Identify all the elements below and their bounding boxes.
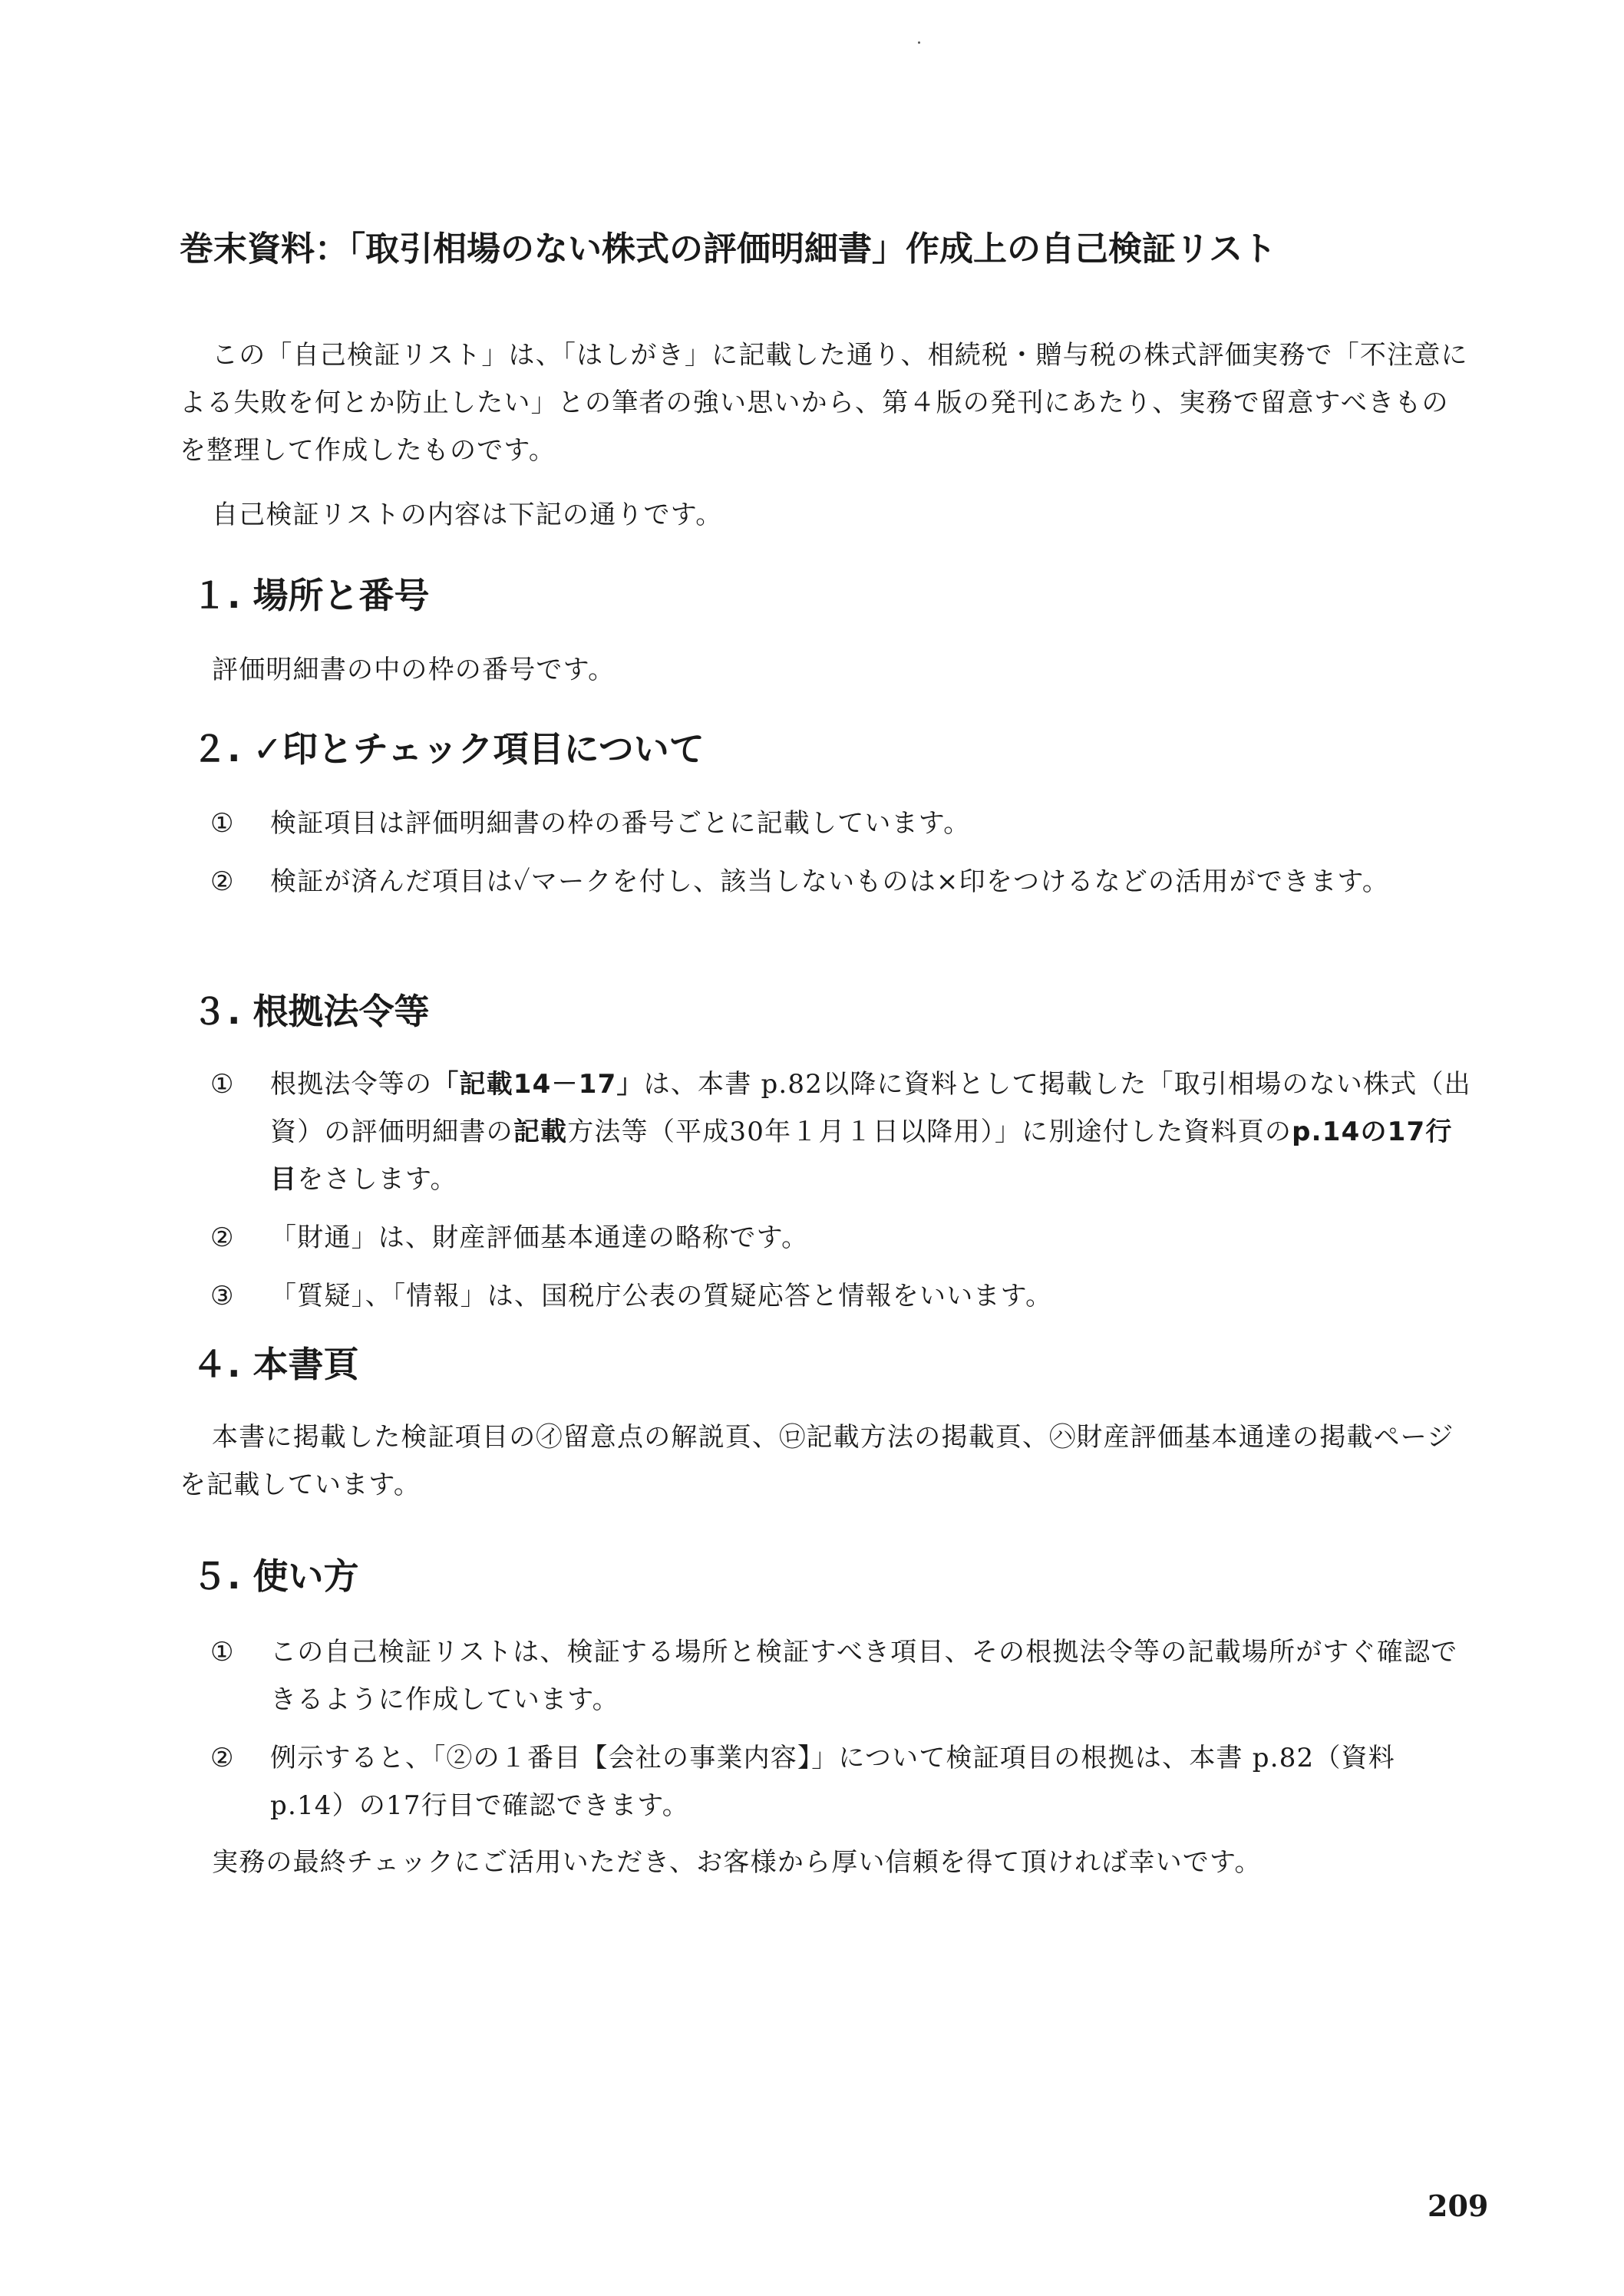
list-item [210,1734,1477,1829]
list-item [210,1061,1477,1203]
item-text-bold: 「記載14－17」 [432,1069,644,1100]
item-text-bold: 記載 [513,1117,568,1147]
item-number: ② [210,1743,235,1773]
section-4-text: 本書に掲載した検証項目の㋑留意点の解説頁、㋺記載方法の掲載頁、㋩財産評価基本通達の掲載ページを記載しています。 [180,1422,1454,1500]
item-number: ① [210,1637,235,1668]
page-number: 209 [1428,2189,1489,2223]
section-2-heading: ２. ✓印とチェック項目について [192,728,705,770]
closing-text: 実務の最終チェックにご活用いただき、お客様から厚い信頼を得て頂ければ幸いです。 [212,1847,1262,1878]
section-1-heading: １. 場所と番号 [192,575,430,616]
item-text: この自己検証リストは、検証する場所と検証すべき項目、その根拠法令等の記載場所がすぐ確認できるように作成しています。 [270,1637,1458,1715]
intro-paragraph-2: 自己検証リストの内容は下記の通りです。 [212,500,723,530]
section-3-heading: ３. 根拠法令等 [192,991,430,1032]
item-number: ① [210,808,235,839]
item-text-part: 方法等（平成30年１月１日以降用）」に別途付した資料頁の [567,1117,1292,1147]
item-text: 例示すると、「②の１番目【会社の事業内容】」について検証項目の根拠は、本書 p.82（資料 p.14）の17行目で確認できます。 [270,1743,1395,1821]
item-number: ① [210,1069,235,1100]
item-number: ② [210,1222,235,1253]
list-item [210,800,1477,847]
item-number: ② [210,866,235,897]
item-text-part: をさします。 [297,1164,457,1195]
section-4-heading: ４. 本書頁 [192,1344,359,1385]
scan-speck [918,41,920,44]
item-text: 「質疑」、「情報」は、国税庁公表の質疑応答と情報をいいます。 [270,1281,1053,1311]
item-text: 検証項目は評価明細書の枠の番号ごとに記載しています。 [270,808,971,839]
item-text-part: は、本書 p.82以降に資料として掲載した「取引相場のない株式（出資）の評価明細書の [270,1069,1471,1147]
page-title: 巻末資料：「取引相場のない株式の評価明細書」作成上の自己検証リスト [180,229,1277,269]
intro-paragraph: この「自己検証リスト」は、「はしがき」に記載した通り、相続税・贈与税の株式評価実務で「不注意による失敗を何とか防止したい」との筆者の強い思いから、第４版の発刊にあたり、実務で留意すべきものを整理して作成したものです。 [180,340,1468,466]
section-2-list [210,800,1477,916]
section-5-list [210,1628,1477,1840]
list-item [210,1628,1477,1724]
item-text: 「財通」は、財産評価基本通達の略称です。 [270,1222,809,1253]
list-item [210,858,1477,906]
item-text-bold: p.14の17行目 [270,1117,1453,1195]
section-5-heading: ５. 使い方 [192,1555,359,1597]
section-3-list [210,1061,1477,1331]
list-item [210,1214,1477,1262]
item-number: ③ [210,1281,235,1311]
list-item [210,1272,1477,1320]
item-text-part: 根拠法令等の [270,1069,433,1100]
section-1-text: 評価明細書の中の枠の番号です。 [212,655,616,685]
item-text: 検証が済んだ項目は✓マークを付し、該当しないものは×印をつけるなどの活用ができます。 [270,866,1390,897]
